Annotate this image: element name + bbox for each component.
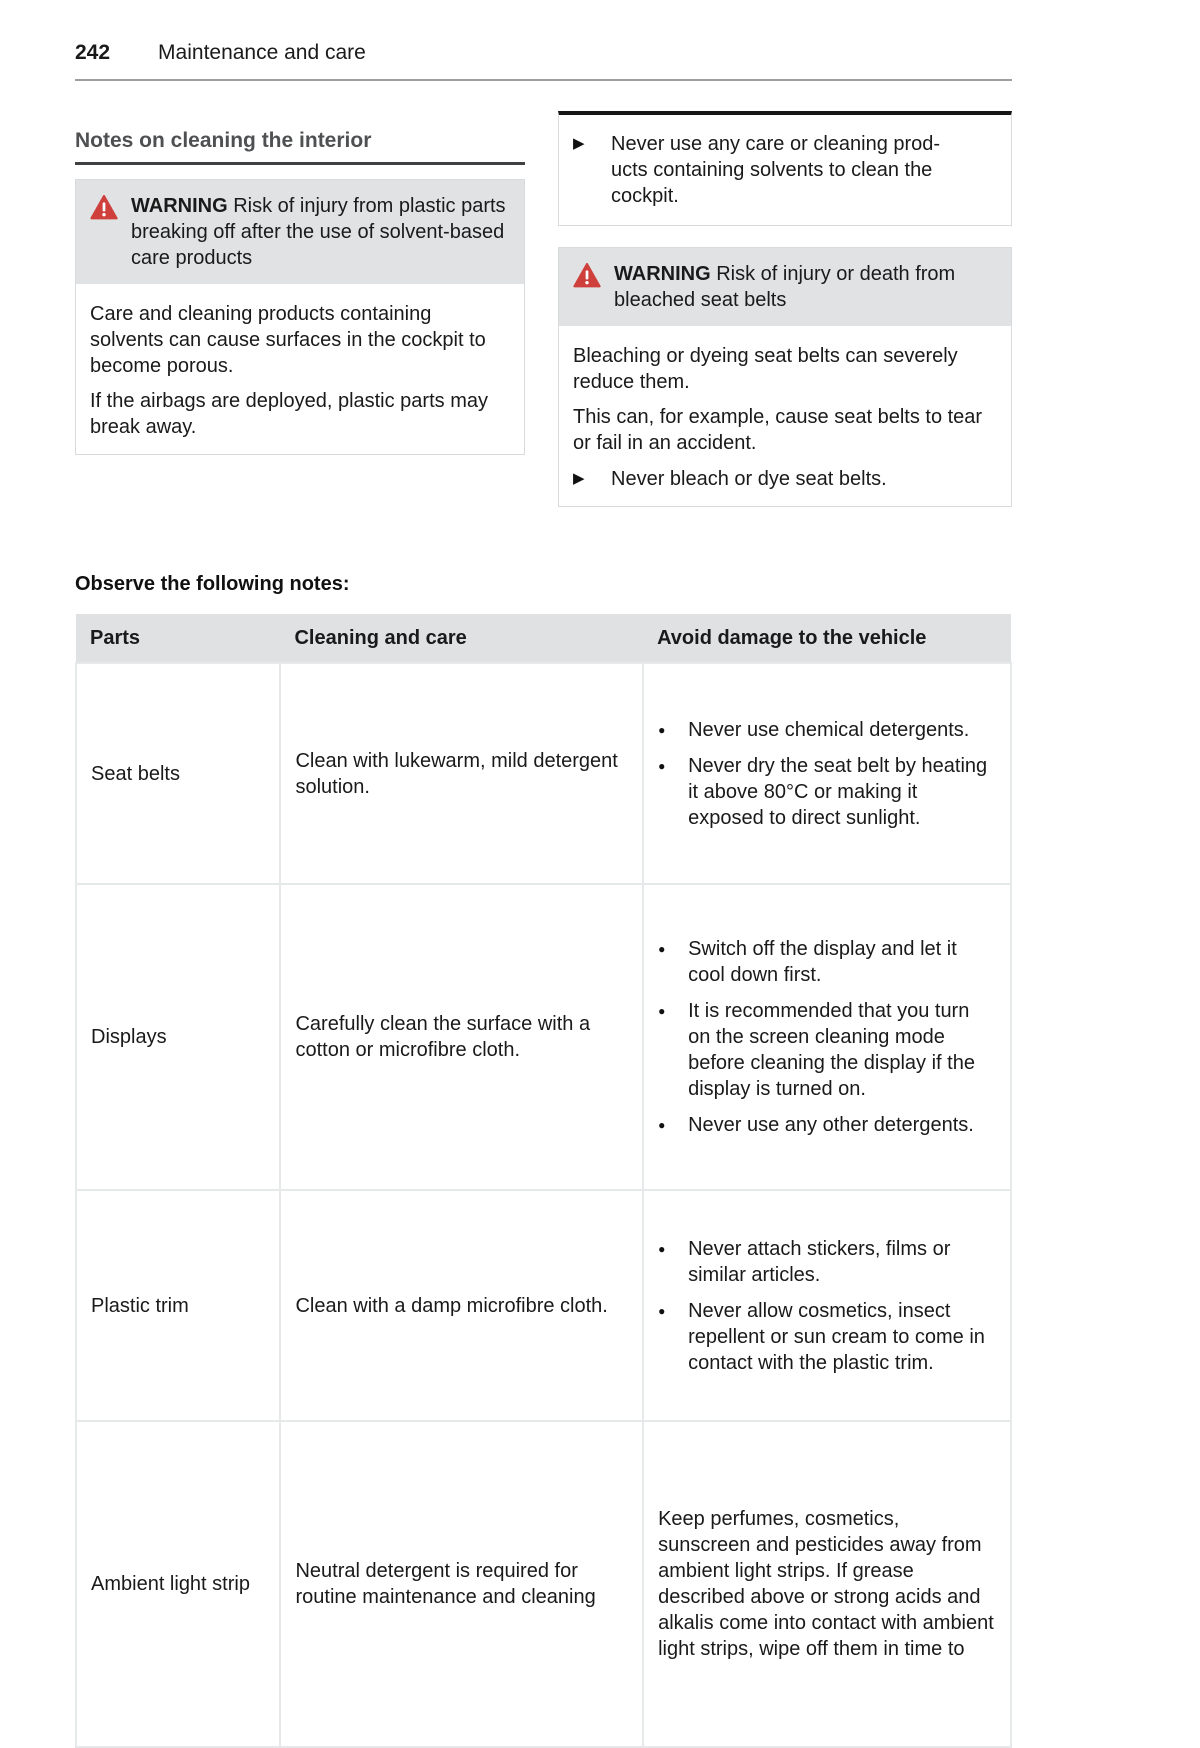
bullet-item: ● Switch off the display and let it cool down first. [658, 938, 957, 986]
warning-label: WARNING [614, 263, 711, 285]
warning-title: WARNING Risk of injury or death from bleached seat belts [614, 263, 956, 311]
bullet-item: ● Never dry the seat belt by heating it above 80°C or making it exposed to direct sunlight. [658, 754, 988, 829]
bullet-item: ● Never allow cosmetics, insect repellent or sun cream to come in contact with the plastic trim. [658, 1299, 985, 1374]
left-column [75, 113, 525, 507]
care-cell: Carefully clean the surface with a cotton or microfibre cloth. [280, 884, 643, 1190]
bullet-list [658, 936, 996, 1138]
part-cell: Ambient light strip [76, 1421, 280, 1747]
warning-box-seat-belts [558, 247, 1012, 507]
action-text: Never bleach or dye seat belts. [611, 468, 887, 490]
bullet-icon: ● [658, 758, 666, 773]
table-row-seat-belts [76, 663, 1011, 884]
manual-page [75, 0, 1012, 1748]
chapter-title: Maintenance and care [158, 41, 366, 64]
right-column [558, 111, 1012, 507]
bullet-icon: ● [658, 722, 666, 737]
warning-paragraph: If the airbags are deployed, plastic parts may break away. [90, 390, 488, 438]
warning-label: WARNING [131, 195, 228, 217]
column-header-avoid: Avoid damage to the vehicle [643, 614, 1011, 663]
bullet-icon: ● [658, 942, 666, 956]
bullet-item: ● Never use chemical detergents. [658, 718, 970, 741]
table-row-displays [76, 884, 1011, 1190]
warning-triangle-icon [573, 261, 601, 295]
warning-paragraph: Bleaching or dyeing seat belts can severely reduce them. [573, 345, 958, 393]
bullet-icon: ● [658, 1241, 666, 1256]
column-header-cleaning: Cleaning and care [280, 614, 643, 663]
avoid-cell [643, 1421, 1011, 1747]
warning-triangle-icon [90, 193, 118, 227]
part-cell: Plastic trim [76, 1190, 280, 1421]
avoid-paragraph: Keep perfumes, cosmetics, sunscreen and pesticides away from ambient light strips. If grease described above or strong acids and alkalis come into contact with ambient light strips, wipe off them in time to [658, 1508, 994, 1660]
table-row-plastic-trim [76, 1190, 1011, 1421]
avoid-cell [643, 663, 1011, 884]
warning-body [76, 284, 524, 454]
bullet-icon: ● [658, 1004, 666, 1018]
bullet-list [658, 1236, 996, 1376]
bullet-icon: ● [658, 1303, 666, 1318]
action-arrow-icon: ▶ [573, 470, 585, 487]
warning-title: WARNING Risk of injury from plastic parts breaking off after the use of solvent-based care products [131, 195, 506, 269]
column-header-parts: Parts [76, 614, 280, 663]
action-item [573, 131, 997, 209]
care-cell: Clean with lukewarm, mild detergent solution. [280, 663, 643, 884]
bullet-item: ● It is recommended that you turn on the screen cleaning mode before cleaning the display if the display is turned on. [658, 1000, 975, 1100]
action-item [573, 466, 995, 492]
notes-heading: Observe the following notes: [75, 573, 350, 595]
warning-header [76, 180, 524, 284]
bullet-icon: ● [658, 1118, 666, 1132]
bullet-list [658, 717, 996, 831]
action-arrow-icon: ▶ [573, 135, 585, 152]
warning-body [559, 326, 1011, 506]
bullet-item: ● Never attach stickers, films or similar articles. [658, 1237, 951, 1286]
page-number: 242 [75, 41, 111, 64]
table-row-ambient-light-strip [76, 1421, 1011, 1747]
care-cell: Clean with a damp microfibre cloth. [280, 1190, 643, 1421]
warning-header [559, 248, 1011, 326]
table-header-row [76, 614, 1011, 663]
warning-continuation-box [558, 111, 1012, 226]
warning-paragraph: Care and cleaning products containing solvents can cause surfaces in the cockpit to become porous. [90, 303, 486, 377]
section-heading: Notes on cleaning the interior [75, 129, 525, 165]
cleaning-table [75, 614, 1012, 1748]
part-cell: Displays [76, 884, 280, 1190]
part-cell: Seat belts [76, 663, 280, 884]
avoid-cell [643, 1190, 1011, 1421]
warning-box-plastic-parts [75, 179, 525, 455]
action-text: Never use any care or cleaning products containing solvents to clean the cockpit. [611, 133, 941, 207]
bullet-item: ● Never use any other detergents. [658, 1114, 974, 1136]
warning-paragraph: This can, for example, cause seat belts to tear or fail in an accident. [573, 406, 983, 454]
page-header [75, 40, 1012, 81]
two-column-area [75, 113, 1012, 507]
care-cell: Neutral detergent is required for routine maintenance and cleaning [280, 1421, 643, 1747]
avoid-cell [643, 884, 1011, 1190]
